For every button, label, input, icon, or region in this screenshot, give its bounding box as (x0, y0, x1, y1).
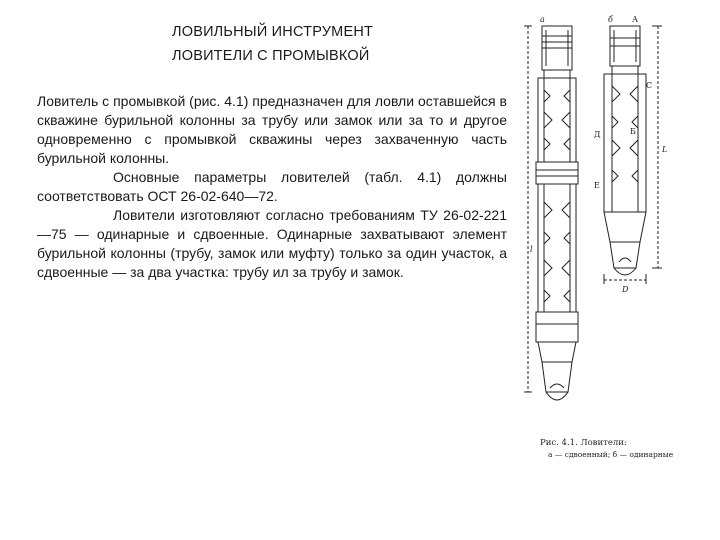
label-A: А (632, 15, 639, 24)
slide-title: ЛОВИЛЬНЫЙ ИНСТРУМЕНТ (172, 24, 374, 40)
tool-a-drawing (536, 26, 578, 400)
paragraph-1: Ловитель с промывкой (рис. 4.1) предназначен для ловли оставшейся в скважине бурильной колонны за трубу или замок или за то и другое одновременно с промывкой скважины через захваченную часть бурильной колонны. (37, 93, 507, 166)
label-b: б (608, 15, 613, 24)
label-l: l (530, 245, 533, 254)
caption-legend: а — сдвоенный; б — одинарные (548, 450, 674, 459)
title-block (150, 20, 410, 68)
label-B: Б (630, 127, 636, 136)
body-text (37, 92, 507, 282)
paragraph-3: Ловители изготовляют согласно требованиям ТУ 26-02-221—75 — одинарные и сдвоенные. Одинарные захватывают элемент бурильной колонны (трубу, замок или муфту) только за один участок, а сдвоенные — за два участка: трубу ил за трубу и замок. (37, 207, 507, 280)
label-D-bottom: D (622, 285, 629, 294)
label-D: Д (594, 130, 601, 139)
tool-b-drawing (604, 26, 662, 284)
fishing-tool-figure (520, 12, 710, 472)
caption-title: Рис. 4.1. Ловители: (540, 438, 627, 448)
slide-subtitle: ЛОВИТЕЛИ С ПРОМЫВКОЙ (172, 48, 370, 64)
label-E: Е (594, 181, 600, 190)
paragraph-2: Основные параметры ловителей (табл. 4.1) должны соответствовать ОСТ 26-02-640—72. (37, 169, 507, 204)
label-L: L (662, 145, 668, 154)
label-C: С (646, 81, 653, 90)
figure-caption (540, 438, 690, 460)
label-a: а (540, 15, 545, 24)
